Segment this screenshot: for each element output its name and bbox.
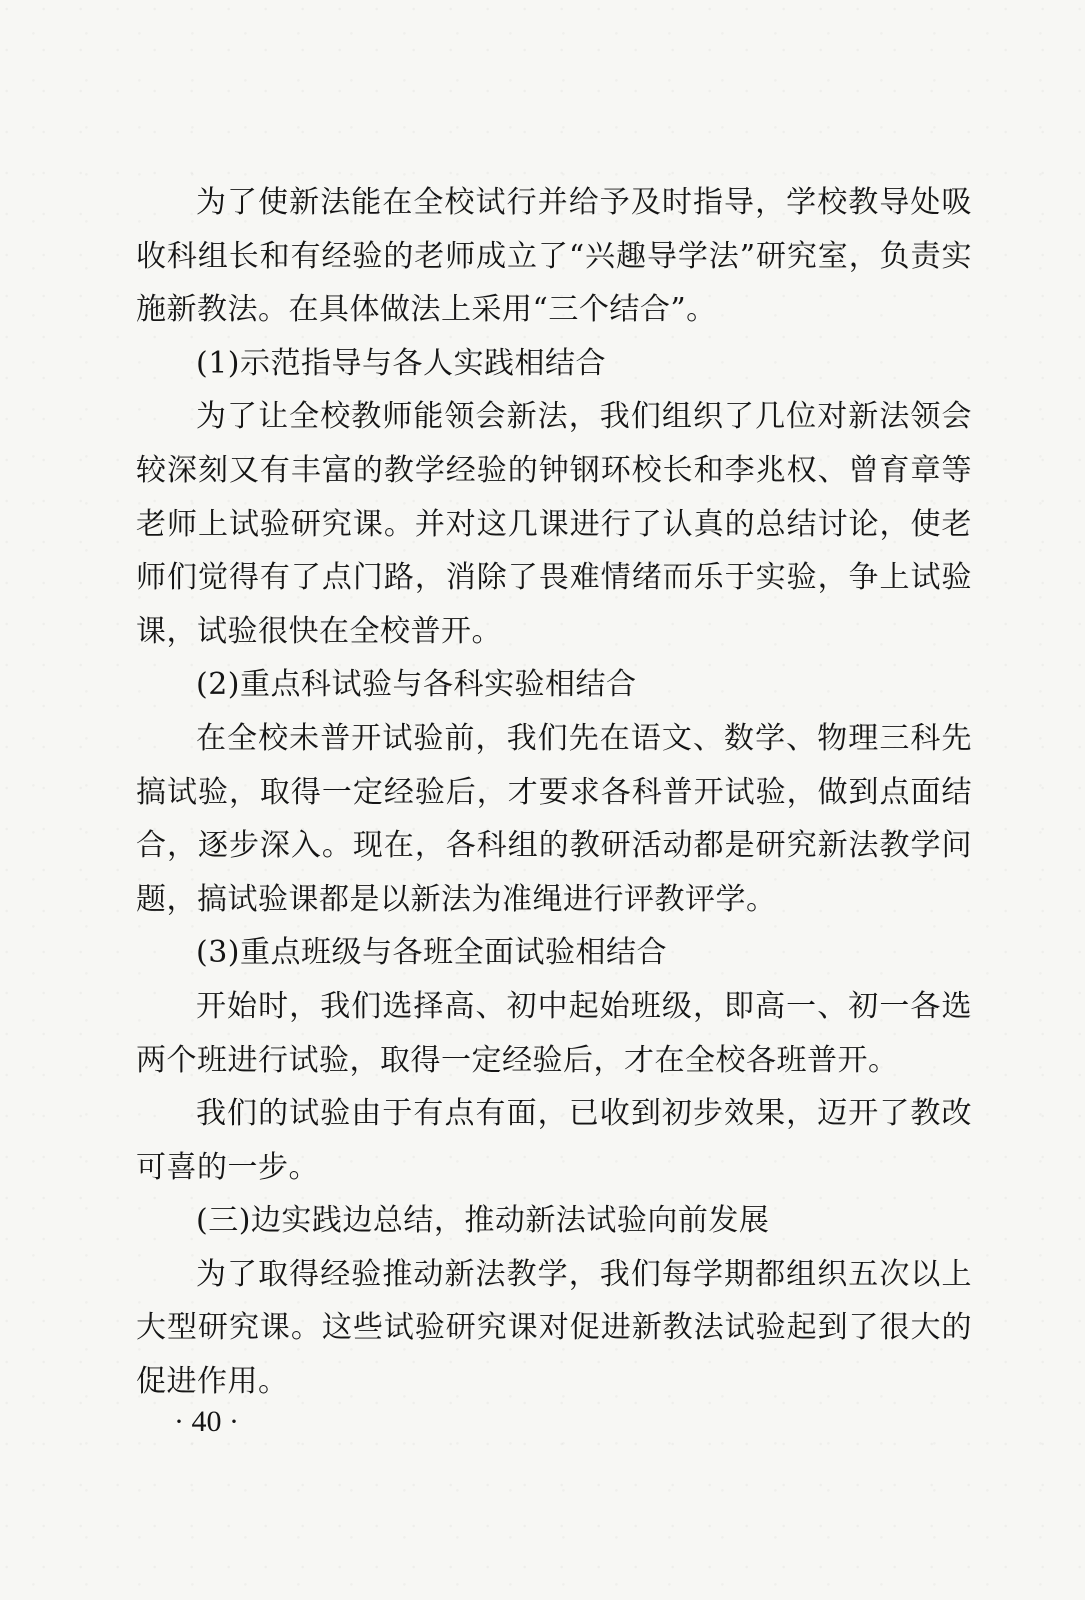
- page-number: · 40 ·: [174, 1405, 239, 1438]
- section-heading-4: (三)边实践边总结，推动新法试验向前发展: [196, 1203, 770, 1239]
- paragraph-key-classes: 开始时，我们选择高、初中起始班级，即高一、初一各选两个班进行试验，取得一定经验后，才在全校各班普开。: [136, 988, 972, 1078]
- paragraph-research-classes: 为了取得经验推动新法教学，我们每学期都组织五次以上大型研究课。这些试验研究课对促进新教法试验起到了很大的促进作用。: [136, 1256, 972, 1400]
- paragraph-key-subjects: 在全校未普开试验前，我们先在语文、数学、物理三科先搞试验，取得一定经验后，才要求各科普开试验，做到点面结合，逐步深入。现在，各科组的教研活动都是研究新法教学问题，搞试验课都是以新法为准绳进行评教评学。: [136, 720, 972, 917]
- body-text: [136, 176, 972, 1409]
- section-heading-1: (1)示范指导与各人实践相结合: [196, 345, 606, 381]
- section-heading-3: (3)重点班级与各班全面试验相结合: [196, 935, 667, 971]
- paragraph-intro: 为了使新法能在全校试行并给予及时指导，学校教导处吸收科组长和有经验的老师成立了“兴趣导学法”研究室，负责实施新教法。在具体做法上采用“三个结合”。: [136, 185, 972, 328]
- paragraph-result: 我们的试验由于有点有面，已收到初步效果，迈开了教改可喜的一步。: [136, 1096, 972, 1185]
- paragraph-demonstration: 为了让全校教师能领会新法，我们组织了几位对新法领会较深刻又有丰富的教学经验的钟钢环校长和李兆权、曾育章等老师上试验研究课。并对这几课进行了认真的总结讨论，使老师们觉得有了点门路，消除了畏难情绪而乐于实验，争上试验课，试验很快在全校普开。: [136, 399, 972, 649]
- section-heading-2: (2)重点科试验与各科实验相结合: [196, 667, 637, 703]
